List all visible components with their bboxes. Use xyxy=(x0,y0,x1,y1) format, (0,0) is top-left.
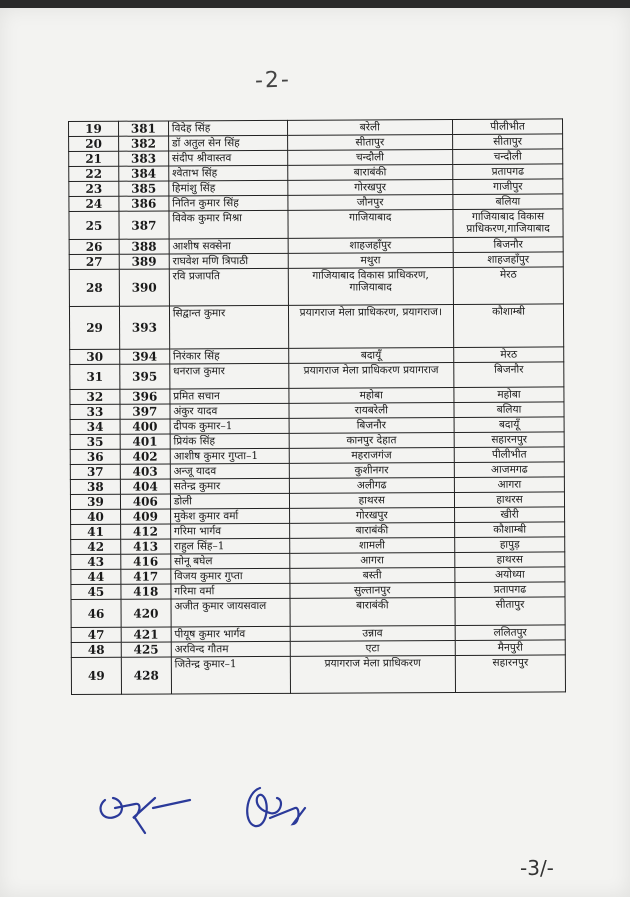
serial-number-cell: 45 xyxy=(71,584,121,599)
id-number-cell: 383 xyxy=(119,151,169,166)
name-cell: श्वेताभ सिंह xyxy=(169,165,288,181)
id-number-cell: 388 xyxy=(119,239,169,254)
current-posting-cell: जौनपुर xyxy=(287,194,453,210)
serial-number-cell: 44 xyxy=(71,569,121,584)
name-cell: दीपक कुमार–1 xyxy=(170,418,289,434)
id-number-cell: 418 xyxy=(121,584,171,599)
new-posting-cell: पीलीभीत xyxy=(453,119,563,135)
serial-number-cell: 41 xyxy=(71,524,121,539)
current-posting-cell: कानपुर देहात xyxy=(289,432,455,448)
current-posting-cell: रायबरेली xyxy=(288,402,454,418)
table-row xyxy=(69,304,563,350)
new-posting-cell: प्रतापगढ xyxy=(453,164,563,180)
current-posting-cell: प्रयागराज मेला प्राधिकरण प्रयागराज xyxy=(288,362,454,388)
new-posting-cell: खीरी xyxy=(455,507,565,523)
serial-number-cell: 24 xyxy=(69,196,119,211)
new-posting-cell: सहारनपुर xyxy=(454,432,564,448)
serial-number-cell: 26 xyxy=(69,239,119,254)
new-posting-cell: बलिया xyxy=(454,402,564,418)
name-cell: अन्जू यादव xyxy=(170,463,289,479)
id-number-cell: 387 xyxy=(119,211,169,239)
current-posting-cell: सुल्तानपुर xyxy=(289,582,455,598)
id-number-cell: 389 xyxy=(119,254,169,269)
current-posting-cell: चन्दौली xyxy=(287,149,453,165)
new-posting-cell: सीतापुर xyxy=(453,134,563,150)
serial-number-cell: 19 xyxy=(69,121,119,136)
id-number-cell: 381 xyxy=(118,121,168,136)
new-posting-cell: चन्दौली xyxy=(453,149,563,165)
serial-number-cell: 25 xyxy=(69,211,119,239)
current-posting-cell: बदायूँ xyxy=(288,347,454,363)
current-posting-cell: बाराबंकी xyxy=(287,164,453,180)
id-number-cell: 382 xyxy=(118,136,168,151)
serial-number-cell: 33 xyxy=(70,404,120,419)
serial-number-cell: 23 xyxy=(69,181,119,196)
name-cell: डोली xyxy=(170,493,289,509)
serial-number-cell: 46 xyxy=(71,599,121,627)
table-row xyxy=(71,655,565,695)
current-posting-cell: बाराबंकी xyxy=(289,522,455,538)
current-posting-cell: बरेली xyxy=(287,119,453,135)
name-cell: विवेक कुमार मिश्रा xyxy=(169,210,288,239)
serial-number-cell: 38 xyxy=(70,479,120,494)
name-cell: प्रियंक सिंह xyxy=(170,433,289,449)
serial-number-cell: 31 xyxy=(70,364,120,389)
transfer-table xyxy=(68,118,566,695)
page-number: -2- xyxy=(254,67,292,94)
serial-number-cell: 30 xyxy=(70,349,120,364)
id-number-cell: 428 xyxy=(121,657,171,694)
serial-number-cell: 43 xyxy=(71,554,121,569)
next-page-marker: -3/- xyxy=(520,856,554,880)
signature-1 xyxy=(101,798,190,833)
serial-number-cell: 34 xyxy=(70,419,120,434)
serial-number-cell: 22 xyxy=(69,166,119,181)
name-cell: जितेन्द्र कुमार–1 xyxy=(171,656,290,694)
serial-number-cell: 28 xyxy=(69,269,119,306)
current-posting-cell: शाहजहाँपुर xyxy=(288,237,454,253)
new-posting-cell: बदायूँ xyxy=(454,417,564,433)
name-cell: अजीत कुमार जायसवाल xyxy=(171,598,290,627)
current-posting-cell: सीतापुर xyxy=(287,134,453,150)
new-posting-cell: गाजियाबाद विकास प्राधिकरण,गाजियाबाद xyxy=(453,209,563,238)
serial-number-cell: 32 xyxy=(70,389,120,404)
current-posting-cell: शामली xyxy=(289,537,455,553)
name-cell: राहुल सिंह–1 xyxy=(171,538,290,554)
name-cell: हिमांशु सिंह xyxy=(169,180,288,196)
id-number-cell: 404 xyxy=(120,479,170,494)
name-cell: निरंकार सिंह xyxy=(170,348,289,364)
id-number-cell: 409 xyxy=(120,509,170,524)
serial-number-cell: 20 xyxy=(69,136,119,151)
name-cell: सिद्वान्त कुमार xyxy=(169,305,288,349)
serial-number-cell: 27 xyxy=(69,254,119,269)
id-number-cell: 397 xyxy=(120,404,170,419)
new-posting-cell: ललितपुर xyxy=(455,625,565,641)
new-posting-cell: सीतापुर xyxy=(455,597,565,626)
document-page xyxy=(0,8,630,897)
name-cell: आशीष सक्सेना xyxy=(169,238,288,254)
id-number-cell: 393 xyxy=(119,306,169,349)
name-cell: अंकुर यादव xyxy=(170,403,289,419)
serial-number-cell: 42 xyxy=(71,539,121,554)
table-row xyxy=(70,362,564,390)
current-posting-cell: गाजियाबाद विकास प्राधिकरण, गाजियाबाद xyxy=(288,267,454,305)
current-posting-cell: बस्ती xyxy=(289,567,455,583)
name-cell: आशीष कुमार गुप्ता–1 xyxy=(170,448,289,464)
new-posting-cell: पीलीभीत xyxy=(454,447,564,463)
table-row xyxy=(69,209,563,240)
new-posting-cell: बलिया xyxy=(453,194,563,210)
name-cell: राघवेश मणि त्रिपाठी xyxy=(169,253,288,269)
id-number-cell: 402 xyxy=(120,449,170,464)
id-number-cell: 421 xyxy=(121,627,171,642)
id-number-cell: 396 xyxy=(120,389,170,404)
name-cell: मुकेश कुमार वर्मा xyxy=(170,508,289,524)
current-posting-cell: महोबा xyxy=(288,387,454,403)
current-posting-cell: मथुरा xyxy=(288,252,454,268)
current-posting-cell: आगरा xyxy=(289,552,455,568)
new-posting-cell: सहारनपुर xyxy=(455,655,565,693)
new-posting-cell: हाथरस xyxy=(454,492,564,508)
id-number-cell: 384 xyxy=(119,166,169,181)
current-posting-cell: बिजनौर xyxy=(289,417,455,433)
id-number-cell: 403 xyxy=(120,464,170,479)
current-posting-cell: हाथरस xyxy=(289,492,455,508)
table-row xyxy=(69,267,563,307)
id-number-cell: 412 xyxy=(121,524,171,539)
id-number-cell: 386 xyxy=(119,196,169,211)
name-cell: विदेह सिंह xyxy=(168,120,287,136)
serial-number-cell: 48 xyxy=(71,642,121,657)
id-number-cell: 390 xyxy=(119,269,169,306)
name-cell: धनराज कुमार xyxy=(170,363,289,389)
current-posting-cell: प्रयागराज मेला प्राधिकरण xyxy=(290,655,456,693)
new-posting-cell: मैनपुरी xyxy=(455,640,565,656)
serial-number-cell: 36 xyxy=(70,449,120,464)
current-posting-cell: एटा xyxy=(290,640,456,656)
new-posting-cell: हापुड़ xyxy=(455,537,565,553)
name-cell: सतेन्द्र कुमार xyxy=(170,478,289,494)
new-posting-cell: बिजनौर xyxy=(453,237,563,253)
id-number-cell: 417 xyxy=(121,569,171,584)
name-cell: नितिन कुमार सिंह xyxy=(169,195,288,211)
id-number-cell: 401 xyxy=(120,434,170,449)
current-posting-cell: गाजियाबाद xyxy=(287,209,453,238)
serial-number-cell: 49 xyxy=(71,657,121,694)
current-posting-cell: बाराबंकी xyxy=(290,597,456,626)
serial-number-cell: 37 xyxy=(70,464,120,479)
serial-number-cell: 47 xyxy=(71,627,121,642)
current-posting-cell: गोरखपुर xyxy=(289,507,455,523)
new-posting-cell: बिजनौर xyxy=(454,362,564,388)
current-posting-cell: गोरखपुर xyxy=(287,179,453,195)
current-posting-cell: महराजगंज xyxy=(289,447,455,463)
new-posting-cell: महोबा xyxy=(454,387,564,403)
name-cell: सोनू बघेल xyxy=(171,553,290,569)
new-posting-cell: आजमगढ xyxy=(454,462,564,478)
name-cell: डॉ अतुल सेन सिंह xyxy=(168,135,287,151)
new-posting-cell: प्रतापगढ xyxy=(455,582,565,598)
id-number-cell: 406 xyxy=(120,494,170,509)
current-posting-cell: कुशीनगर xyxy=(289,462,455,478)
new-posting-cell: कौशाम्बी xyxy=(455,522,565,538)
signature-2 xyxy=(247,788,305,826)
signatures xyxy=(95,778,325,848)
current-posting-cell: प्रयागराज मेला प्राधिकरण, प्रयागराज। xyxy=(288,304,454,348)
new-posting-cell: आगरा xyxy=(454,477,564,493)
id-number-cell: 400 xyxy=(120,419,170,434)
new-posting-cell: मेरठ xyxy=(453,267,563,305)
id-number-cell: 413 xyxy=(121,539,171,554)
name-cell: विजय कुमार गुप्ता xyxy=(171,568,290,584)
new-posting-cell: कौशाम्बी xyxy=(454,304,564,348)
new-posting-cell: हाथरस xyxy=(455,552,565,568)
name-cell: पीयूष कुमार भार्गव xyxy=(171,626,290,642)
name-cell: प्रमित सचान xyxy=(170,388,289,404)
current-posting-cell: अलीगढ xyxy=(289,477,455,493)
name-cell: गरिमा भार्गव xyxy=(170,523,289,539)
table-row xyxy=(71,597,565,628)
new-posting-cell: शाहजहाँपुर xyxy=(453,252,563,268)
id-number-cell: 416 xyxy=(121,554,171,569)
serial-number-cell: 29 xyxy=(69,306,119,349)
serial-number-cell: 40 xyxy=(71,509,121,524)
id-number-cell: 395 xyxy=(120,364,170,389)
id-number-cell: 394 xyxy=(120,349,170,364)
id-number-cell: 420 xyxy=(121,599,171,627)
new-posting-cell: अयोध्या xyxy=(455,567,565,583)
new-posting-cell: मेरठ xyxy=(454,347,564,363)
serial-number-cell: 21 xyxy=(69,151,119,166)
name-cell: रवि प्रजापति xyxy=(169,268,288,306)
name-cell: संदीप श्रीवास्तव xyxy=(168,150,287,166)
id-number-cell: 385 xyxy=(119,181,169,196)
new-posting-cell: गाजीपुर xyxy=(453,179,563,195)
id-number-cell: 425 xyxy=(121,642,171,657)
serial-number-cell: 35 xyxy=(70,434,120,449)
name-cell: अरविन्द गौतम xyxy=(171,641,290,657)
current-posting-cell: उन्नाव xyxy=(290,625,456,641)
name-cell: गरिमा वर्मा xyxy=(171,583,290,599)
serial-number-cell: 39 xyxy=(70,494,120,509)
